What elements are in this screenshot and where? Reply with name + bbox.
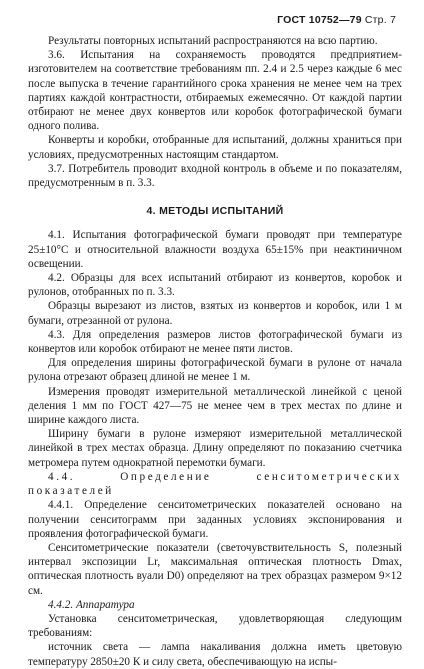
paragraph: 4.3. Для определения размеров листов фотографической бумаги из конвертов или коробок отбирают не менее пяти листов. (28, 328, 402, 356)
page-number: Стр. 7 (364, 14, 396, 26)
paragraph: Образцы вырезают из листов, взятых из конвертов и коробок, или 1 м бумаги, отрезанной от рулона. (28, 300, 402, 327)
paragraph: Результаты повторных испытаний распространяются на всю партию. (48, 35, 378, 47)
paragraph: 4.2. Образцы для всех испытаний отбирают из конвертов, коробок и рулонов, отобранных по п. 3.3. (28, 272, 402, 299)
standard-number: ГОСТ 10752—79 (277, 14, 362, 26)
paragraph: Для определения ширины фотографической бумаги в рулоне от начала рулона отрезают образец длиной не менее 1 м. (28, 357, 402, 384)
paragraph: 3.7. Потребитель проводит входной контроль в объеме и по показателям, предусмотренным в п. 3.3. (28, 162, 402, 190)
paragraph: Ширину бумаги в рулоне измеряют измерительной металлической линейкой в трех местах образца. Длину определяют по показанию счетчика метромера путем однократной перемотки бумаги. (28, 428, 402, 469)
paragraph: Сенситометрические показатели (светочувствительность S, полезный интервал экспозиции Lr, максимальная оптическая плотность Dmax, оптическая плотность вуали D0) определяют на трех образцах размером 9×12 см. (28, 541, 402, 597)
document-body (28, 34, 402, 669)
paragraph: 4.1. Испытания фотографической бумаги проводят при температуре 25±10°С и относительной влажности воздуха 65±15% при неактиничном освещении. (28, 229, 402, 270)
page-header (277, 14, 396, 26)
paragraph: источник света — лампа накаливания должна иметь цветовую температуру 2850±20 К и силу света, обеспечивающую на испы- (28, 641, 402, 668)
paragraph: Измерения проводят измерительной металлической линейкой с ценой деления 1 мм по ГОСТ 427—75 не менее чем в трех местах по длине и ширине каждого листа. (28, 385, 402, 427)
section-heading: 4. МЕТОДЫ ИСПЫТАНИЙ (146, 205, 284, 218)
paragraph: 3.6. Испытания на сохраняемость проводятся предприятием-изготовителем на соответствие требованиям пп. 2.4 и 2.5 через каждые 6 мес после выпуска в течение гарантийного срока хранения не менее чем на трех партиях каждой контрастности, отбираемых ежемесячно. От каждой партии отбирают не менее двух конвертов или коробок фотографической бумаги одного полива. (28, 49, 402, 133)
paragraph: 4.4.1. Определение сенситометрических показателей основано на получении сенситограмм при заданных условиях экспонирования и проявления фотографической бумаги. (28, 499, 402, 540)
paragraph: Установка сенситометрическая, удовлетворяющая следующим требованиям: (28, 612, 402, 640)
paragraph: Конверты и коробки, отобранные для испытаний, должны храниться при условиях, предусмотренных настоящим стандартом. (28, 134, 402, 161)
item-heading: 4.4.2. Аппаратура (48, 598, 135, 611)
subsection-heading: 4.4. Определение сенситометрических показателей (28, 470, 402, 498)
